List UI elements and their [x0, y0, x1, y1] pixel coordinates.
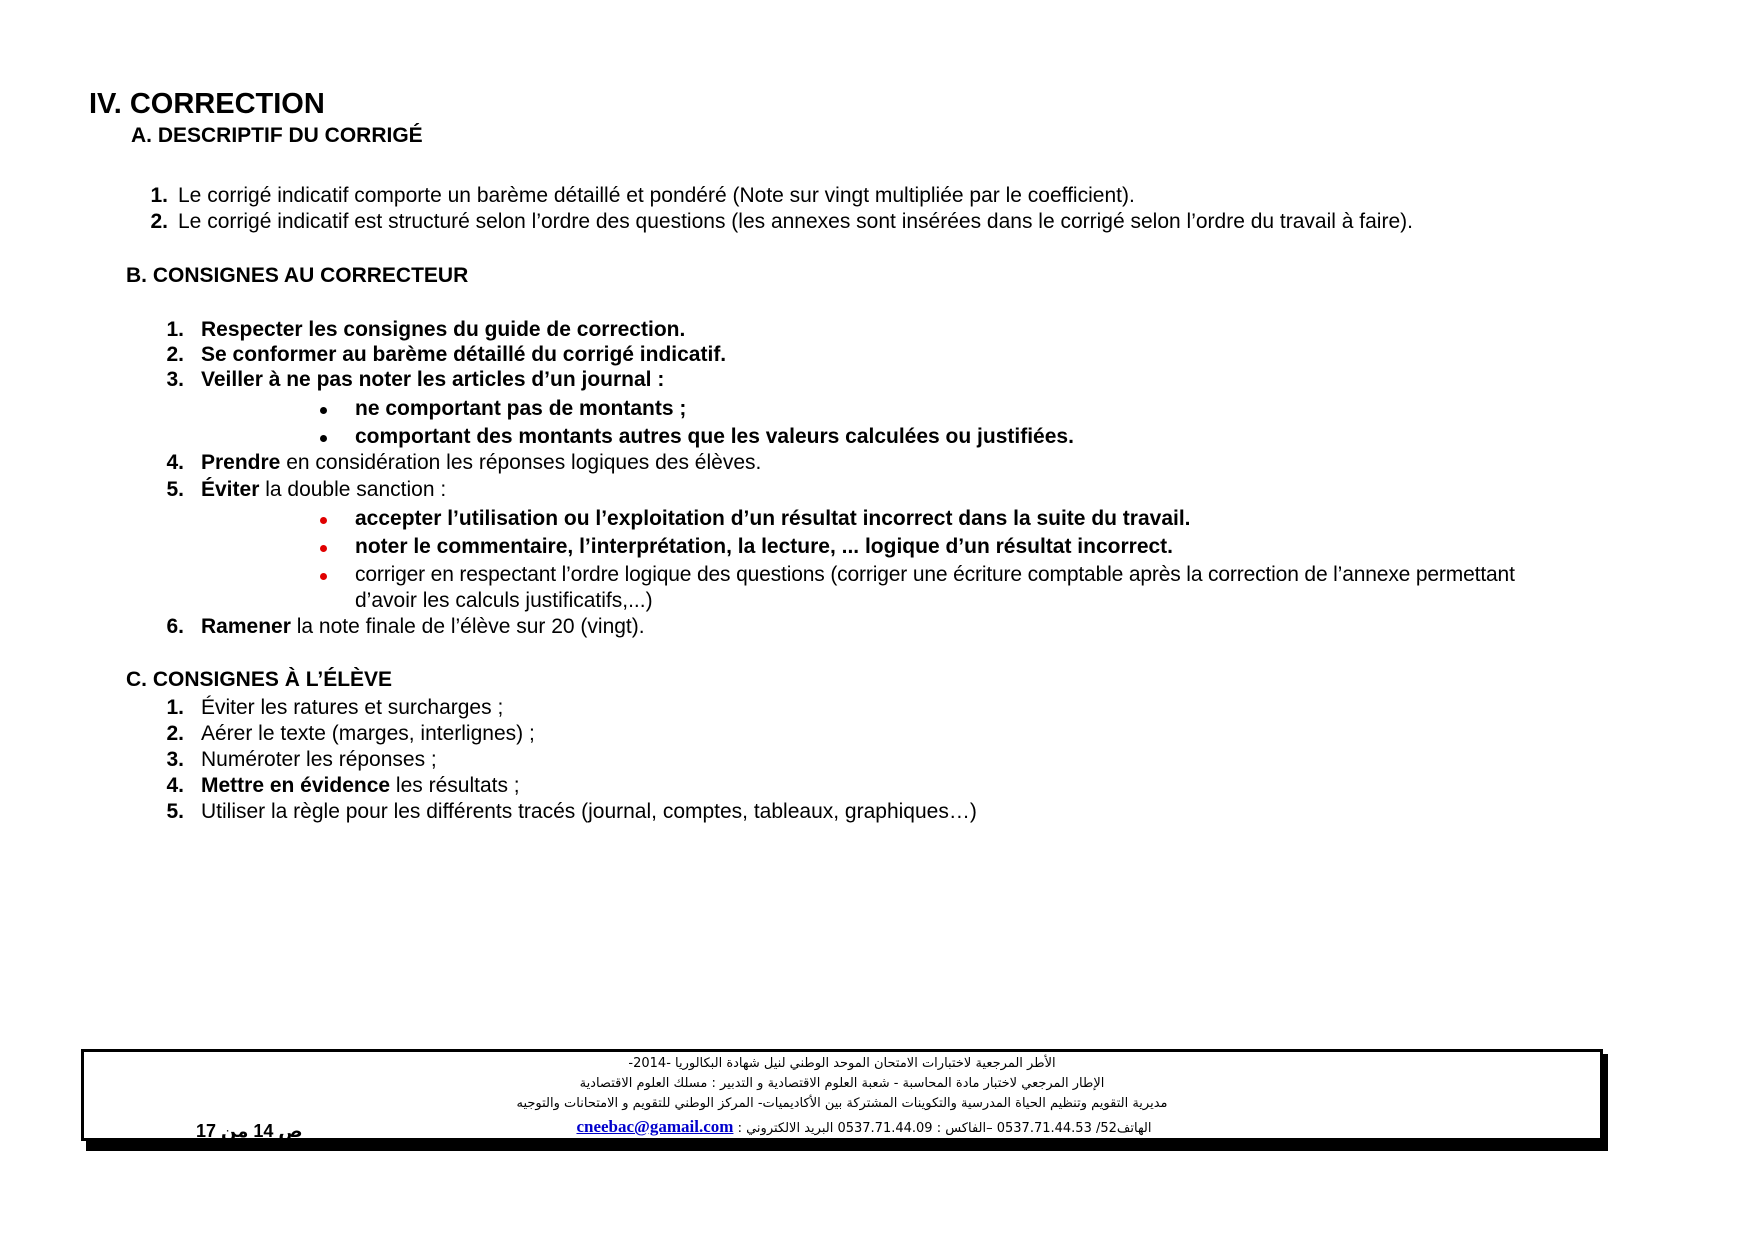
- list-item-text: Aérer le texte (marges, interlignes) ;: [201, 722, 535, 745]
- list-item-number: 1.: [150, 184, 168, 207]
- bullet-text: comportant des montants autres que les valeurs calculées ou justifiées.: [355, 425, 1074, 448]
- list-item-text: Le corrigé indicatif comporte un barème détaillé et pondéré (Note sur vingt multipliée par le coefficient).: [178, 184, 1135, 207]
- bullet-icon: [320, 545, 327, 552]
- section-b-title: B. CONSIGNES AU CORRECTEUR: [126, 264, 469, 287]
- list-item-number: 2.: [166, 343, 184, 366]
- list-item-number: 4.: [166, 451, 184, 474]
- list-item-text: la double sanction :: [259, 478, 447, 501]
- list-item-bold-text: Veiller à ne pas noter les articles d’un journal :: [201, 368, 665, 391]
- footer-contact-line: [214, 1117, 1514, 1137]
- list-item-bold-text: Éviter: [201, 478, 260, 501]
- page-number: ص 14 من 17: [196, 1121, 303, 1141]
- page-title: IV. CORRECTION: [89, 88, 325, 120]
- footer-title-line: الأطر المرجعية لاختبارات الامتحان الموحد الوطني لنيل شهادة البكالوريا -2014-: [628, 1056, 1056, 1071]
- bullet-icon: [320, 435, 327, 442]
- list-item-bold-text: Se conformer au barème détaillé du corrigé indicatif.: [201, 343, 727, 366]
- list-item-text: les résultats ;: [390, 774, 520, 797]
- list-item-bold-text: Mettre en évidence: [201, 774, 391, 797]
- list-item-text: Utiliser la règle pour les différents tracés (journal, comptes, tableaux, graphiques…): [201, 800, 977, 823]
- list-item-text: en considération les réponses logiques des élèves.: [280, 451, 762, 474]
- list-item-number: 3.: [166, 748, 184, 771]
- footer-institution-line: مديرية التقويم وتنظيم الحياة المدرسية والتكوينات المشتركة بين الأكاديميات- المركز الوطني للتقويم و الامتحانات والتوجيه: [516, 1096, 1168, 1111]
- bullet-text: accepter l’utilisation ou l’exploitation d’un résultat incorrect dans la suite du travail.: [355, 507, 1191, 530]
- list-item-number: 1.: [166, 696, 184, 719]
- bullet-text: noter le commentaire, l’interprétation, la lecture, ... logique d’un résultat incorrect.: [355, 535, 1174, 558]
- bullet-icon: [320, 517, 327, 524]
- list-item-number: 5.: [166, 478, 184, 501]
- list-item-text: Le corrigé indicatif est structuré selon l’ordre des questions (les annexes sont insérées dans le corrigé selon l’ordre du travail à faire).: [178, 210, 1413, 233]
- list-item-number: 1.: [166, 318, 184, 341]
- list-item-bold-text: Ramener: [201, 615, 291, 638]
- list-item-number: 5.: [166, 800, 184, 823]
- bullet-text: ne comportant pas de montants ;: [355, 397, 687, 420]
- list-item-number: 2.: [166, 722, 184, 745]
- bullet-icon: [320, 573, 327, 580]
- list-item-text: Éviter les ratures et surcharges ;: [201, 696, 504, 719]
- list-item-number: 4.: [166, 774, 184, 797]
- footer-subtitle-line: الإطار المرجعي لاختبار مادة المحاسبة - شعبة العلوم الاقتصادية و التدبير : مسلك العلوم الاقتصادية: [579, 1076, 1105, 1091]
- bullet-text: corriger en respectant l’ordre logique des questions (corriger une écriture comptable après la correction de l’annexe permettant: [355, 563, 1515, 586]
- footer-email-link[interactable]: cneebac@gamail.com: [576, 1117, 734, 1136]
- list-item-bold-text: Prendre: [201, 451, 281, 474]
- list-item-text: la note finale de l’élève sur 20 (vingt).: [290, 615, 645, 638]
- list-item-number: 3.: [166, 368, 184, 391]
- bullet-icon: [320, 407, 327, 414]
- list-item-text: Numéroter les réponses ;: [201, 748, 437, 771]
- section-a-title: A. DESCRIPTIF DU CORRIGÉ: [131, 124, 423, 147]
- list-item-bold-text: Respecter les consignes du guide de correction.: [201, 318, 686, 341]
- footer: [81, 1049, 1603, 1141]
- footer-contact-text: الهاتف52/ 0537.71.44.53 –الفاكس : 0537.71.44.09 البريد الالكتروني :: [737, 1121, 1152, 1136]
- list-item-number: 2.: [150, 210, 168, 233]
- bullet-text: d’avoir les calculs justificatifs,...): [355, 589, 653, 612]
- list-item-number: 6.: [166, 615, 184, 638]
- section-c-title: C. CONSIGNES À L’ÉLÈVE: [126, 668, 393, 691]
